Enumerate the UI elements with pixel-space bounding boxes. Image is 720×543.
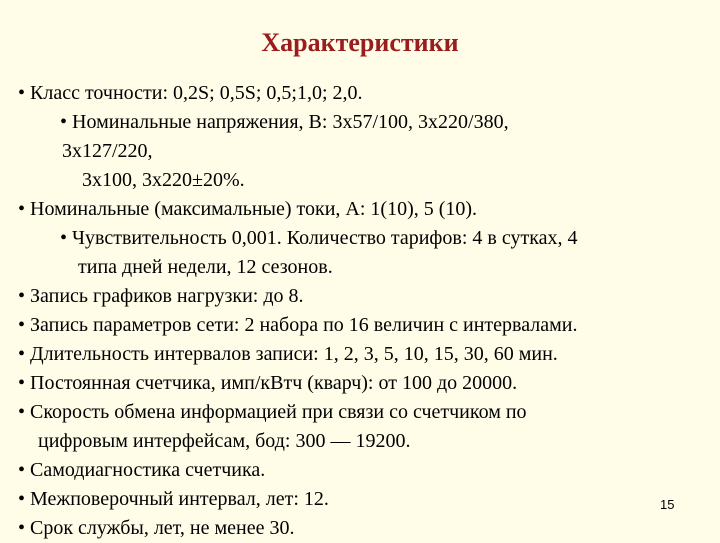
list-item: • Номинальные (максимальные) токи, А: 1(10), 5 (10). [18,198,478,220]
list-item: • Самодиагностика счетчика. [18,459,266,481]
list-item-continuation: типа дней недели, 12 сезонов. [78,256,333,278]
list-item: • Длительность интервалов записи: 1, 2, 3, 5, 10, 15, 30, 60 мин. [18,343,558,365]
list-item: • Чувствительность 0,001. Количество тарифов: 4 в сутках, 4 [60,227,578,249]
page-number: 15 [660,497,675,512]
slide-title: Характеристики [261,28,459,57]
list-item: • Постоянная счетчика, имп/кВтч (кварч): от 100 до 20000. [18,372,518,394]
list-item: • Запись параметров сети: 2 набора по 16 величин с интервалами. [18,314,578,336]
list-item: • Скорость обмена информацией при связи со счетчиком по [18,401,527,423]
list-item-continuation: 3х100, 3х220±20%. [82,169,245,191]
list-item-continuation: 3х127/220, [62,140,153,162]
list-item: • Срок службы, лет, не менее 30. [18,517,295,539]
list-item-continuation: цифровым интерфейсам, бод: 300 — 19200. [38,430,411,452]
list-item: • Класс точности: 0,2S; 0,5S; 0,5;1,0; 2,0. [18,82,363,104]
characteristics-list [18,79,578,543]
list-item: • Межповерочный интервал, лет: 12. [18,488,329,510]
list-item: • Номинальные напряжения, В: 3х57/100, 3х220/380, [60,111,509,133]
list-item: • Запись графиков нагрузки: до 8. [18,285,304,307]
